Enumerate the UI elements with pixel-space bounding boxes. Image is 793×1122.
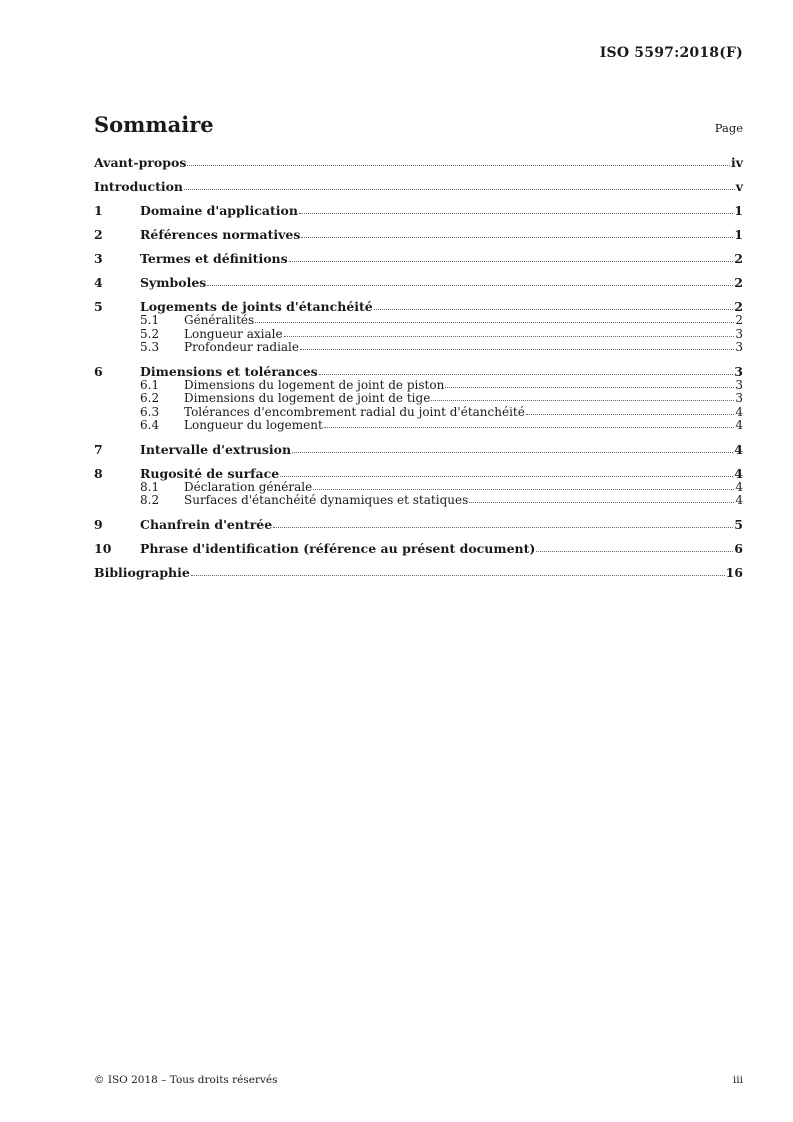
toc-entry-page: 3 xyxy=(735,391,743,405)
toc-entry-page: 2 xyxy=(734,251,743,266)
toc-entry[interactable] xyxy=(94,419,743,433)
toc-entry-page: 4 xyxy=(735,493,743,507)
toc-entry[interactable] xyxy=(94,392,743,406)
toc-entry-label: Surfaces d'étanchéité dynamiques et statiques xyxy=(184,493,469,507)
toc-entry[interactable] xyxy=(94,299,743,314)
toc-entry-label: Dimensions du logement de joint de piston xyxy=(184,377,445,392)
toc-entry-label: Dimensions et tolérances xyxy=(140,363,318,379)
dot-leader xyxy=(445,387,734,388)
toc-entry-label: Dimensions du logement de joint de tige xyxy=(184,391,431,405)
toc-entry-label: Logements de joints d'étanchéité xyxy=(140,299,373,314)
toc-entry[interactable] xyxy=(94,179,743,194)
toc-entry-page: 4 xyxy=(735,404,743,419)
dot-leader xyxy=(292,452,733,453)
dot-leader xyxy=(284,336,735,337)
page-footer xyxy=(94,1074,743,1086)
dot-leader xyxy=(313,489,734,490)
toc-entry-page: 4 xyxy=(734,465,743,481)
dot-leader xyxy=(374,309,734,310)
toc-entry-page: 3 xyxy=(734,363,743,379)
toc-entry[interactable] xyxy=(94,494,743,508)
toc-entry-number: 9 xyxy=(94,516,103,532)
toc-entry[interactable] xyxy=(94,203,743,218)
page-title: Sommaire xyxy=(94,112,214,137)
toc-entry-page: 16 xyxy=(725,564,743,580)
toc-entry[interactable] xyxy=(94,341,743,355)
toc-entry-label: Déclaration générale xyxy=(184,479,313,494)
toc-entry-label: Termes et définitions xyxy=(140,251,288,266)
toc-entry-page: 2 xyxy=(734,275,743,290)
toc-entry-label: Rugosité de surface xyxy=(140,465,280,481)
title-row xyxy=(94,112,743,137)
table-of-contents xyxy=(94,155,743,580)
toc-entry-label: Références normatives xyxy=(140,227,301,242)
toc-entry-label: Chanfrein d'entrée xyxy=(140,516,273,532)
toc-entry-number: 6.3 xyxy=(140,404,160,419)
toc-entry-number: 7 xyxy=(94,441,103,457)
toc-entry-number: 6.4 xyxy=(140,418,160,432)
dot-leader xyxy=(273,527,733,528)
dot-leader xyxy=(536,551,733,552)
toc-entry-number: 6 xyxy=(94,363,103,379)
toc-entry-page: 2 xyxy=(734,299,743,314)
toc-entry-page: 5 xyxy=(734,516,743,532)
toc-entry-label: Longueur du logement xyxy=(184,418,323,432)
toc-entry-page: iv xyxy=(730,155,743,170)
dot-leader xyxy=(469,502,734,503)
toc-entry-number: 1 xyxy=(94,203,103,218)
toc-entry-number: 8.2 xyxy=(140,493,160,507)
dot-leader xyxy=(207,285,733,286)
toc-entry-label: Profondeur radiale xyxy=(184,340,299,354)
document-reference: ISO 5597:2018(F) xyxy=(599,45,743,61)
dot-leader xyxy=(289,261,734,262)
dot-leader xyxy=(255,322,734,323)
page-number: iii xyxy=(732,1074,743,1086)
toc-entry-page: 1 xyxy=(734,227,743,242)
toc-entry-number: 6.2 xyxy=(140,391,160,405)
toc-entry-label: Longueur axiale xyxy=(184,326,283,341)
toc-entry-number: 3 xyxy=(94,251,103,266)
toc-entry-label: Phrase d'identification (référence au présent document) xyxy=(140,540,536,556)
toc-entry-page: 1 xyxy=(734,203,743,218)
toc-entry[interactable] xyxy=(94,466,743,481)
dot-leader xyxy=(299,213,733,214)
toc-entry-page: 4 xyxy=(735,479,743,494)
toc-entry-number: 8 xyxy=(94,465,103,481)
toc-entry-number: 4 xyxy=(94,275,103,290)
toc-entry-page: v xyxy=(735,179,743,194)
toc-entry-label: Avant-propos xyxy=(94,155,187,170)
toc-entry-number: 6.1 xyxy=(140,377,160,392)
dot-leader xyxy=(280,476,733,477)
toc-entry[interactable] xyxy=(94,227,743,242)
dot-leader xyxy=(431,400,734,401)
toc-entry-page: 3 xyxy=(735,377,743,392)
toc-entry[interactable] xyxy=(94,517,743,532)
dot-leader xyxy=(300,349,734,350)
toc-entry-label: Symboles xyxy=(140,275,207,290)
toc-entry-number: 5.2 xyxy=(140,326,160,341)
toc-entry-number: 8.1 xyxy=(140,479,160,494)
toc-entry-label: Introduction xyxy=(94,179,184,194)
toc-entry[interactable] xyxy=(94,541,743,556)
dot-leader xyxy=(301,237,733,238)
toc-entry-page: 3 xyxy=(735,326,743,341)
toc-entry-label: Domaine d'application xyxy=(140,203,298,218)
toc-entry[interactable] xyxy=(94,379,743,393)
toc-entry-label: Tolérances d'encombrement radial du joint d'étanchéité xyxy=(184,404,525,419)
toc-entry[interactable] xyxy=(94,406,743,420)
toc-entry-page: 6 xyxy=(734,540,743,556)
toc-entry[interactable] xyxy=(94,328,743,342)
toc-entry[interactable] xyxy=(94,314,743,328)
toc-entry-page: 4 xyxy=(735,418,743,432)
dot-leader xyxy=(191,575,725,576)
toc-entry[interactable] xyxy=(94,442,743,457)
toc-entry[interactable] xyxy=(94,251,743,266)
toc-entry-page: 2 xyxy=(735,313,743,327)
toc-entry[interactable] xyxy=(94,481,743,495)
dot-leader xyxy=(187,165,730,166)
toc-entry-number: 10 xyxy=(94,540,112,556)
toc-entry[interactable] xyxy=(94,155,743,170)
toc-entry-number: 5.1 xyxy=(140,313,160,327)
toc-entry-number: 2 xyxy=(94,227,103,242)
toc-entry-label: Bibliographie xyxy=(94,564,190,580)
dot-leader xyxy=(184,189,735,190)
copyright-notice: © ISO 2018 – Tous droits réservés xyxy=(94,1074,278,1086)
toc-entry[interactable] xyxy=(94,364,743,379)
dot-leader xyxy=(324,427,735,428)
toc-entry[interactable] xyxy=(94,565,743,580)
toc-entry-number: 5 xyxy=(94,299,103,314)
toc-entry-label: Intervalle d'extrusion xyxy=(140,441,292,457)
dot-leader xyxy=(526,414,735,415)
toc-entry-page: 3 xyxy=(735,340,743,354)
toc-entry-number: 5.3 xyxy=(140,340,160,354)
toc-entry[interactable] xyxy=(94,275,743,290)
page-column-label: Page xyxy=(714,121,743,135)
toc-entry-label: Généralités xyxy=(184,313,255,327)
toc-entry-page: 4 xyxy=(734,441,743,457)
dot-leader xyxy=(319,374,734,375)
